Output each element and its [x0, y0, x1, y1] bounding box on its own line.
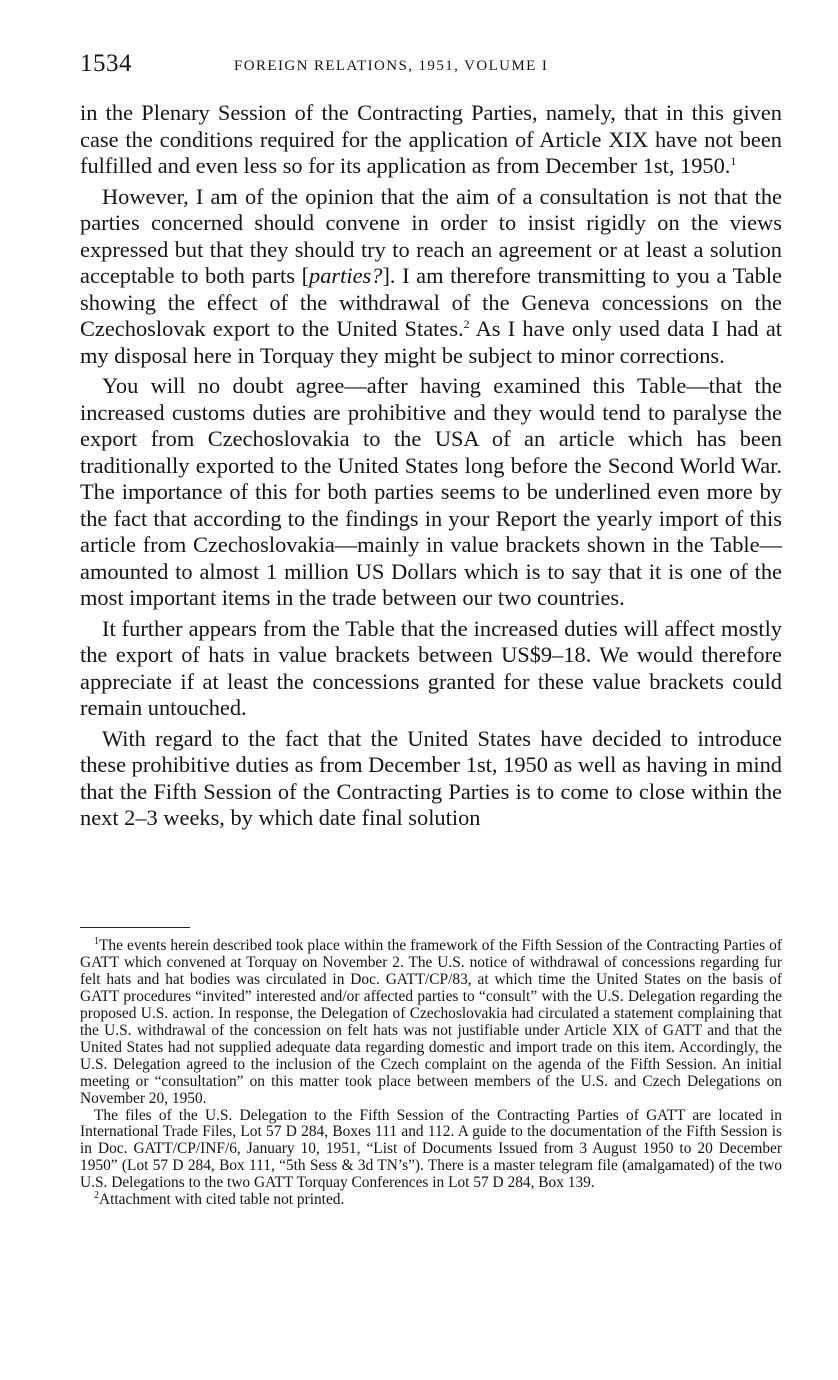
page-number: 1534	[80, 50, 132, 77]
footnote-1-marker: 1	[94, 936, 99, 947]
paragraph-2-text-a: However, I am of the opinion that the aim of a consultation is not that the parties concerned should convene in order to insist rigidly on the views expressed but that they should try to reach an agreement or at least a solution acceptable to both parts [	[80, 183, 782, 288]
paragraph-2-italic: parties?	[309, 263, 383, 288]
paragraph-2	[80, 184, 782, 370]
paragraph-1	[80, 100, 782, 180]
paragraph-5: With regard to the fact that the United States have decided to introduce these prohibitive duties as from December 1st, 1950 as well as having in mind that the Fifth Session of the Contracting Parties is to come to close within the next 2–3 weeks, by which date final solution	[80, 725, 782, 830]
page-header	[80, 50, 782, 82]
paragraph-2-text-b: ]. I am therefore transmitting to you a Table showing the effect of the withdrawal of the Geneva concessions on the Czechoslovak export to the United States.	[80, 263, 782, 341]
footnote-1	[80, 938, 782, 1108]
footnote-1-text: The events herein described took place within the framework of the Fifth Session of the Contracting Parties of GATT which convened at Torquay on November 2. The U.S. notice of withdrawal of concessions regarding fur felt hats and hat bodies was circulated in Doc. GATT/CP/83, at which time the United States on the basis of GATT procedures “invited” interested and/or affected parties to “consult” with the U.S. Delegation regarding the proposed U.S. action. In response, the Delegation of Czechoslovakia had circulated a statement complaining that the U.S. withdrawal of the concession on felt hats was not justifiable under Article XIX of GATT and that the United States had not supplied adequate data regarding domestic and import trade on this item. Accordingly, the U.S. Delegation agreed to the inclusion of the Czech complaint on the agenda of the Fifth Session. An initial meeting or “consultation” on this matter took place between members of the U.S. and Czech Delegations on November 20, 1950.	[80, 937, 782, 1107]
footnote-ref-1: 1	[730, 154, 737, 168]
footnotes	[80, 938, 782, 1209]
paragraph-3: You will no doubt agree—after having examined this Table—that the increased customs duties are prohibitive and they would tend to paralyse the export from Czechoslovakia to the USA of an article which has been traditionally exported to the United States long before the Second World War. The importance of this for both parties seems to be underlined even more by the fact that according to the findings in your Report the yearly import of this article from Czechoslovakia—mainly in value brackets shown in the Table—amounted to almost 1 million US Dollars which is to say that it is one of the most important items in the trade between our two countries.	[80, 373, 782, 610]
paragraph-2-text-c: As I have only used data I had at my disposal here in Torquay they might be subject to minor corrections.	[80, 316, 782, 368]
paragraph-1-text: in the Plenary Session of the Contracting Parties, namely, that in this given case the conditions required for the application of Article XIX have not been fulfilled and even less so for its application as from December 1st, 1950.	[80, 100, 782, 178]
paragraph-4: It further appears from the Table that the increased duties will affect mostly the export of hats in value brackets between US$9–18. We would therefore appreciate if at least the concessions granted for these value brackets could remain untouched.	[80, 615, 782, 720]
running-head: FOREIGN RELATIONS, 1951, VOLUME I	[234, 58, 549, 74]
footnote-1-continuation: The files of the U.S. Delegation to the Fifth Session of the Contracting Parties of GATT are located in International Trade Files, Lot 57 D 284, Boxes 111 and 112. A guide to the documentation of the Fifth Session is in Doc. GATT/CP/INF/6, January 10, 1951, “List of Documents Issued from 3 August 1950 to 20 December 1950” (Lot 57 D 284, Box 111, “5th Sess & 3d TN’s”). There is a master telegram file (amalgamated) of the two U.S. Delegations to the two GATT Torquay Conferences in Lot 57 D 284, Box 139.	[80, 1106, 782, 1192]
footnote-divider	[80, 927, 190, 928]
body-text	[80, 100, 782, 832]
footnote-ref-2: 2	[463, 317, 470, 331]
footnote-2	[80, 1192, 782, 1209]
footnote-2-text: Attachment with cited table not printed.	[99, 1191, 345, 1209]
footnote-2-marker: 2	[94, 1190, 99, 1202]
